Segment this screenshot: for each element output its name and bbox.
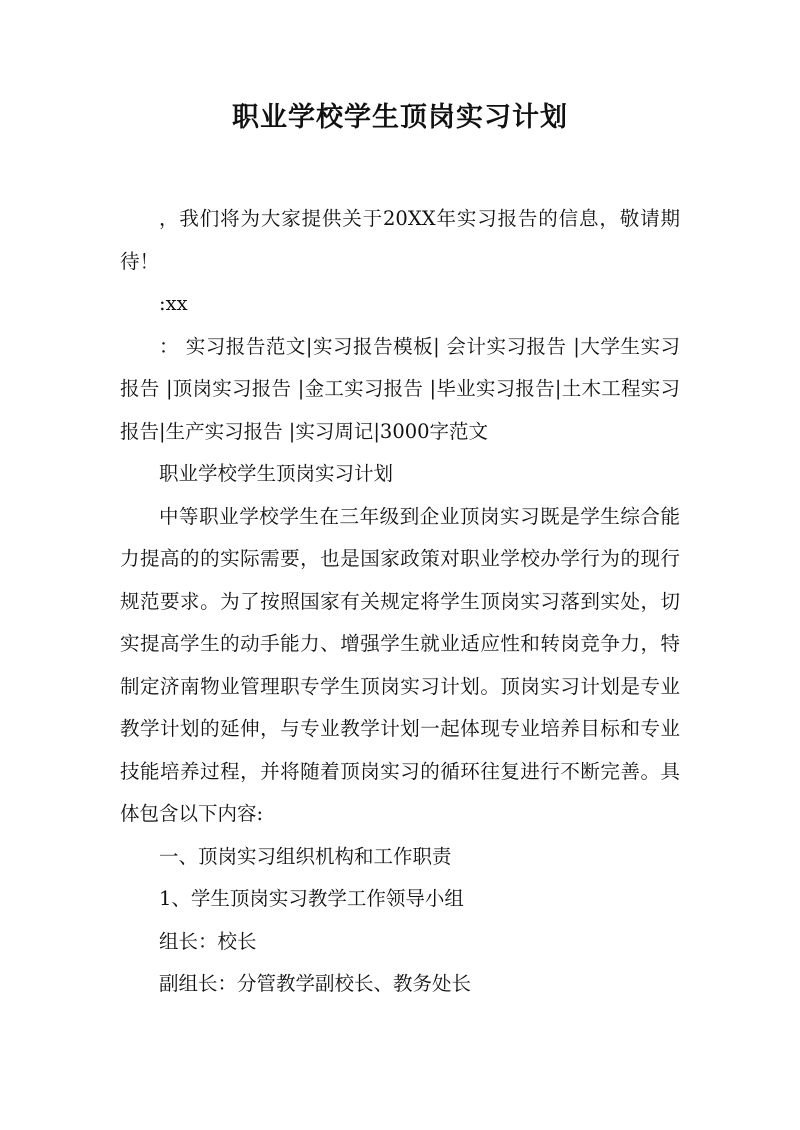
related-links-paragraph: ： 实习报告范文|实习报告模板| 会计实习报告 |大学生实习报告 |顶岗实习报告 |金工实习报告 |毕业实习报告|土木工程实习报告|生产实习报告 |实习周记|3000字范文 — [120, 334, 680, 443]
group-leader-line: 组长：校长 — [159, 929, 257, 953]
author-line: :xx — [159, 292, 188, 315]
main-paragraph: 中等职业学校学生在三年级到企业顶岗实习既是学生综合能力提高的的实际需要，也是国家政策对职业学校办学行为的现行规范要求。为了按照国家有关规定将学生顶岗实习落到实处，切实提高学生的动手能力、增强学生就业适应性和转岗竞争力，特制定济南物业管理职专学生顶岗实习计划。顶岗实习计划是专业教学计划的延伸，与专业教学计划一起体现专业培养目标和专业技能培养过程，并将随着顶岗实习的循环往复进行不断完善。具体包含以下内容: — [120, 504, 680, 825]
intro-paragraph: ，我们将为大家提供关于20XX年实习报告的信息，敬请期待！ — [120, 207, 680, 273]
document-title: 职业学校学生顶岗实习计划 — [232, 102, 568, 133]
deputy-leader-line: 副组长：分管教学副校长、教务处长 — [159, 972, 472, 995]
document-body — [120, 198, 680, 1006]
subheading-leadership-group: 1、学生顶岗实习教学工作领导小组 — [159, 887, 464, 910]
section-heading: 职业学校学生顶岗实习计划 — [159, 462, 394, 485]
subheading-organization: 一、顶岗实习组织机构和工作职责 — [159, 844, 452, 868]
